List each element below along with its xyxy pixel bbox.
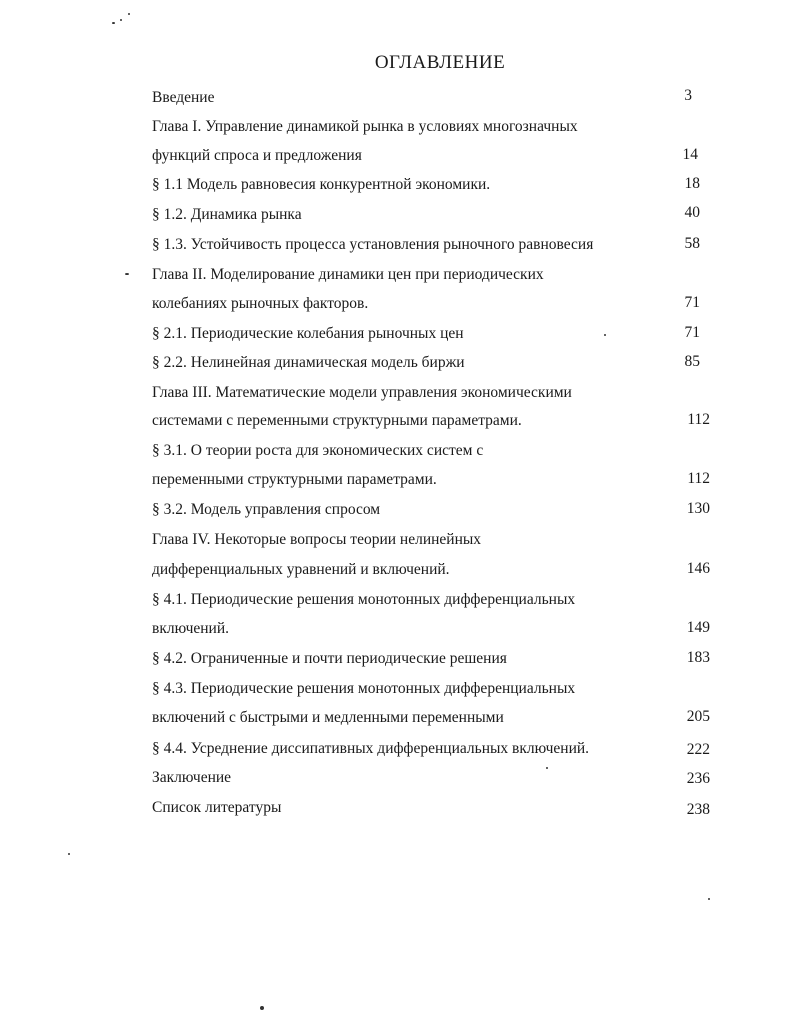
toc-entry-text: системами с переменными структурными параметрами. [152,412,522,429]
toc-entry-text: функций спроса и предложения [152,147,362,164]
toc-entry-text: § 2.1. Периодические колебания рыночных цен [152,325,464,342]
toc-entry-text: § 3.2. Модель управления спросом [152,501,381,518]
toc-entry-page: 3 [684,87,692,104]
toc-entry-text: § 2.2. Нелинейная динамическая модель биржи [152,354,465,371]
toc-entry-text: включений с быстрыми и медленными переменными [152,709,504,726]
toc-entry-text: § 1.1 Модель равновесия конкурентной экономики. [152,176,491,193]
scan-speck [708,898,710,900]
toc-entry-text: § 1.3. Устойчивость процесса установления рыночного равновесия [152,236,594,253]
toc-entry-page: 71 [684,294,700,311]
toc-entry-text: § 4.4. Усреднение диссипативных дифференциальных включений. [152,740,590,757]
toc-entry-page: 236 [686,770,710,787]
toc-entry-text: Заключение [152,769,232,786]
toc-entry-text: § 4.3. Периодические решения монотонных дифференциальных [152,680,576,697]
scan-speck [128,13,130,15]
scan-speck [125,273,129,275]
toc-entry-page: 40 [684,204,700,221]
toc-entry-page: 183 [686,649,710,666]
toc-entry-page: 205 [686,708,710,725]
scan-speck [260,1006,264,1010]
toc-entry-text: § 4.2. Ограниченные и почти периодические решения [152,650,507,667]
scan-speck [68,853,70,855]
toc-entry-text: включений. [152,620,230,637]
toc-entry-text: Список литературы [152,799,282,816]
toc-entry-text: переменными структурными параметрами. [152,471,437,488]
toc-entry-text: § 4.1. Периодические решения монотонных дифференциальных [152,591,576,608]
toc-entry-text: Глава I. Управление динамикой рынка в условиях многозначных [152,118,578,135]
toc-entry-text: § 1.2. Динамика рынка [152,206,302,223]
toc-entry-page: 146 [686,560,710,577]
page-title: ОГЛАВЛЕНИЕ [374,52,506,73]
scan-speck [120,19,122,21]
scan-speck [546,767,548,769]
toc-entry-text: § 3.1. О теории роста для экономических систем с [152,442,484,459]
toc-entry-page: 238 [686,801,710,818]
toc-entry-page: 18 [684,175,700,192]
toc-entry-page: 130 [686,500,710,517]
toc-entry-page: 112 [687,470,710,487]
toc-entry-text: Введение [152,89,215,106]
toc-entry-page: 58 [684,235,700,252]
toc-entry-page: 149 [686,619,710,636]
scan-speck [112,22,115,24]
toc-entry-text: Глава III. Математические модели управления экономическими [152,384,572,401]
toc-entry-text: колебаниях рыночных факторов. [152,295,369,312]
toc-entry-page: 85 [684,353,700,370]
toc-entry-page: 112 [687,411,710,428]
scan-speck [604,334,606,336]
toc-entry-text: Глава II. Моделирование динамики цен при периодических [152,266,544,283]
toc-entry-page: 14 [682,146,698,163]
toc-entry-page: 71 [684,324,700,341]
toc-entry-text: дифференциальных уравнений и включений. [152,561,450,578]
toc-entry-page: 222 [686,741,710,758]
toc-entry-text: Глава IV. Некоторые вопросы теории нелинейных [152,531,482,548]
